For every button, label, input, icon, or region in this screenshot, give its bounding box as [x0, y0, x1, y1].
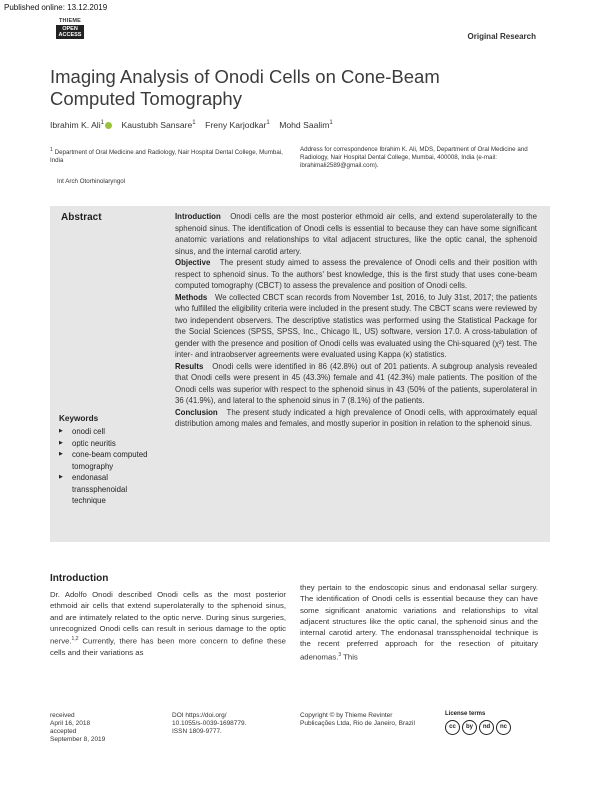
intro-text: they pertain to the endoscopic sinus and endonasal sellar surgery. The identification of Onodi cells is essential because they can have some significant anatomic variations and relationships to vital adjacent structures like the optic canal, the sphenoid sinus and the internal carotid artery. The endonasal transsphenoidal technique is the recent preferred approach for the resection of pituitary adenomas.	[300, 583, 538, 662]
abstract-section-text: Onodi cells were identified in 86 (42.8%) out of 201 patients. A subgroup analysis revealed that Onodi cells were present in 45 (43.3%) female and 41 (42.3%) male patients. The position of the Onodi cells was superior with respect to the sphenoid sinus in 43 (50% of the patients, superolateral in 36 (41.9%), and lateral to the sphenoid sinus in 7 (8.1%) of the patients.	[175, 361, 537, 405]
logo-open-text: OPEN	[62, 26, 78, 32]
author-name[interactable]: Kaustubh Sansare	[121, 120, 193, 130]
abstract-heading: Abstract	[61, 212, 102, 223]
copyright-line-2: Publicações Ltda, Rio de Janeiro, Brazil	[300, 720, 415, 727]
abstract-section-label: Methods	[175, 292, 208, 302]
doi-block	[172, 712, 292, 736]
affiliation	[50, 146, 285, 165]
abstract-section	[175, 292, 537, 361]
introduction-column-1	[50, 589, 286, 658]
keyword-item[interactable]: ▶ onodi cell	[59, 426, 154, 438]
author-name[interactable]: Freny Karjodkar	[205, 120, 267, 130]
abstract-body	[175, 211, 537, 430]
keywords-heading: Keywords	[59, 414, 99, 423]
keywords-list	[59, 426, 154, 506]
abstract-section-text: We collected CBCT scan records from November 1st, 2016, to July 31st, 2017; the patients who fulfilled the eligibility criteria were included in the present study. The CBCT scans were reviewed by two independent observers. The descriptive statistics was performed using the Statistical Package for the Social Sciences (SPSS, SPSS, Inc., Chicago IL, US) software, version 17.0. A cross-tabulation of gender with the presence and position of Onodi cells was evaluated using the Chi-squared (χ²) test. The inter- and intraobserver agreements were evaluated using Kappa (κ) statistics.	[175, 292, 537, 359]
abstract-section-text: The present study aimed to assess the prevalence of Onodi cells and their position with respect to sphenoid sinus. To the authors' best knowledge, this is the first study that uses cone-beam computed tomography (CBCT) to assess the prevalence and position of Onodi cells.	[175, 258, 537, 290]
orcid-icon[interactable]	[105, 122, 112, 129]
doi-link-suffix[interactable]: 10.1055/s-0039-1698779.	[172, 720, 247, 727]
license-terms-label[interactable]: License terms	[445, 711, 486, 717]
introduction-heading: Introduction	[50, 573, 109, 584]
affiliation-text: Department of Oral Medicine and Radiology, Nair Hospital Dental College, Mumbai, India	[50, 149, 283, 165]
thieme-open-access-logo	[56, 18, 84, 39]
citation-sup[interactable]: 3	[338, 651, 342, 658]
correspondence-address: Address for correspondence Ibrahim K. Ali, MDS, Department of Oral Medicine and Radiology, Nair Hospital Dental College, Mumbai, 400008, India (e-mail: ibrahimali2589@gmail.com).	[300, 146, 528, 169]
copyright-line-1: Copyright © by Thieme Revinter	[300, 712, 393, 719]
author-affil-sup: 1	[100, 120, 104, 127]
author-name[interactable]: Ibrahim K. Ali	[50, 120, 101, 130]
article-title: Imaging Analysis of Onodi Cells on Cone-Beam Computed Tomography	[50, 66, 440, 109]
cc-nc-icon: nc	[496, 720, 511, 735]
abstract-section	[175, 407, 537, 430]
author-affil-sup: 1	[329, 120, 333, 127]
published-online-date: Published online: 13.12.2019	[4, 3, 108, 12]
cc-license-icons[interactable]	[445, 720, 511, 735]
cc-nd-icon: nd	[479, 720, 494, 735]
cc-by-icon: by	[462, 720, 477, 735]
abstract-section	[175, 361, 537, 407]
intro-text: Dr. Adolfo Onodi described Onodi cells as the most posterior ethmoid air cells that extend superolaterally to the sphenoid sinus, and are intimately related to the optic nerve. During sinus surgeries, unrecognized Onodi cells can result in serious damage to the optic nerve.	[50, 590, 286, 646]
abstract-section	[175, 211, 537, 257]
accepted-label: accepted	[50, 728, 77, 735]
keyword-item[interactable]: ▶ endonasal transsphenoidal technique	[59, 472, 154, 506]
logo-open-access-block	[56, 25, 84, 39]
journal-name: Int Arch Otorhinolaryngol	[57, 178, 126, 185]
author-affil-sup: 1	[266, 120, 270, 127]
copyright-block	[300, 712, 450, 728]
intro-text: Currently, there has been more concern to define these cells and their variations as	[50, 636, 286, 658]
abstract-section	[175, 257, 537, 292]
introduction-column-2	[300, 582, 538, 663]
keyword-item[interactable]: ▶ optic neuritis	[59, 438, 154, 450]
article-type: Original Research	[467, 32, 536, 41]
intro-text: This	[341, 652, 358, 662]
received-label: received	[50, 712, 75, 719]
accepted-date: September 8, 2019	[50, 736, 106, 743]
cc-icon: cc	[445, 720, 460, 735]
keyword-item[interactable]: ▶ cone-beam computed tomography	[59, 449, 154, 472]
logo-access-text: ACCESS	[58, 32, 82, 38]
logo-thieme-text: THIEME	[59, 18, 81, 24]
abstract-section-label: Objective	[175, 258, 211, 267]
author-name[interactable]: Mohd Saalim	[279, 120, 330, 130]
article-dates	[50, 712, 105, 744]
received-date: April 16, 2018	[50, 720, 91, 727]
abstract-section-text: Onodi cells are the most posterior ethmoid air cells, and extend superolaterally to the sphenoid sinus. The identification of Onodi cells is essential to because they can have some significant anatomic variations and relationships to vital adjacent structures, like the optic canal, the sphenoid sinus, and the internal carotid artery.	[175, 212, 537, 256]
abstract-section-label: Conclusion	[175, 407, 218, 417]
author-list	[50, 120, 333, 130]
abstract-section-label: Results	[175, 361, 204, 371]
author-affil-sup: 1	[192, 120, 196, 127]
citation-sup[interactable]: 1,2	[71, 636, 79, 643]
abstract-section-label: Introduction	[175, 212, 221, 221]
abstract-section-text: The present study indicated a high prevalence of Onodi cells, with approximately equal distribution among males and females, and mostly superior in position in relation to the sphenoid sinus.	[175, 407, 537, 428]
affiliation-sup: 1	[50, 147, 53, 153]
issn: ISSN 1809-9777.	[172, 728, 222, 735]
doi-link[interactable]: DOI https://doi.org/	[172, 712, 227, 719]
